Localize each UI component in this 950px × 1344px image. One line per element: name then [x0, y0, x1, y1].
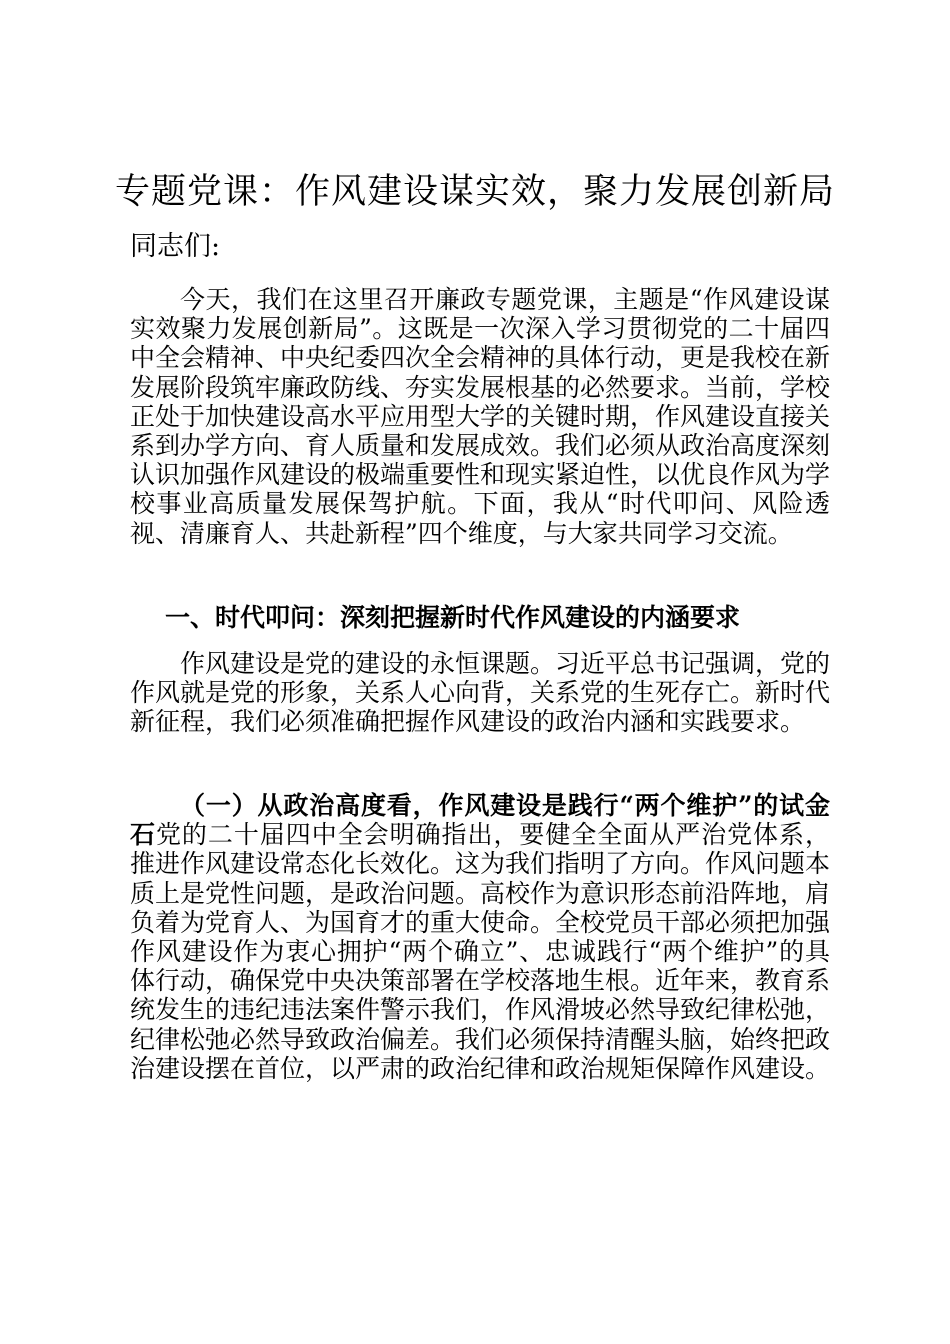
subsection-1-heading: （一）从政治高度看，作风建设是践行“两个维护”的试金石: [130, 791, 830, 850]
section-1-heading: 一、时代叩问：深刻把握新时代作风建设的内涵要求: [165, 603, 741, 632]
document-title: 专题党课：作风建设谋实效，聚力发展创新局: [114, 172, 835, 212]
subsection-1-paragraph: [130, 791, 830, 1083]
subsection-1-body: 党的二十届四中全会明确指出，要健全全面从严治党体系，推进作风建设常态化长效化。这为我们指明了方向。作风问题本质上是党性问题，是政治问题。高校作为意识形态前沿阵地，肩负着为党育人、为国育才的重大使命。全校党员干部必须把加强作风建设作为衷心拥护“两个确立”、忠诚践行“两个维护”的具体行动，确保党中央决策部署在学校落地生根。近年来，教育系统发生的违纪违法案件警示我们，作风滑坡必然导致纪律松弛，纪律松弛必然导致政治偏差。我们必须保持清醒头脑，始终把政治建设摆在首位，以严肃的政治纪律和政治规矩保障作风建设。: [130, 820, 831, 1083]
salutation: 同志们:: [130, 231, 221, 262]
section-1-paragraph: 作风建设是党的建设的永恒课题。习近平总书记强调，党的作风就是党的形象，关系人心向背，关系党的生死存亡。新时代新征程，我们必须准确把握作风建设的政治内涵和实践要求。: [130, 649, 831, 737]
intro-paragraph: 今天，我们在这里召开廉政专题党课，主题是“作风建设谋实效聚力发展创新局”。这既是一次深入学习贯彻党的二十届四中全会精神、中央纪委四次全会精神的具体行动，更是我校在新发展阶段筑牢廉政防线、夯实发展根基的必然要求。当前，学校正处于加快建设高水平应用型大学的关键时期，作风建设直接关系到办学方向、育人质量和发展成效。我们必须从政治高度深刻认识加强作风建设的极端重要性和现实紧迫性，以优良作风为学校事业高质量发展保驾护航。下面，我从“时代叩问、风险透视、清廉育人、共赴新程”四个维度，与大家共同学习交流。: [130, 285, 831, 548]
